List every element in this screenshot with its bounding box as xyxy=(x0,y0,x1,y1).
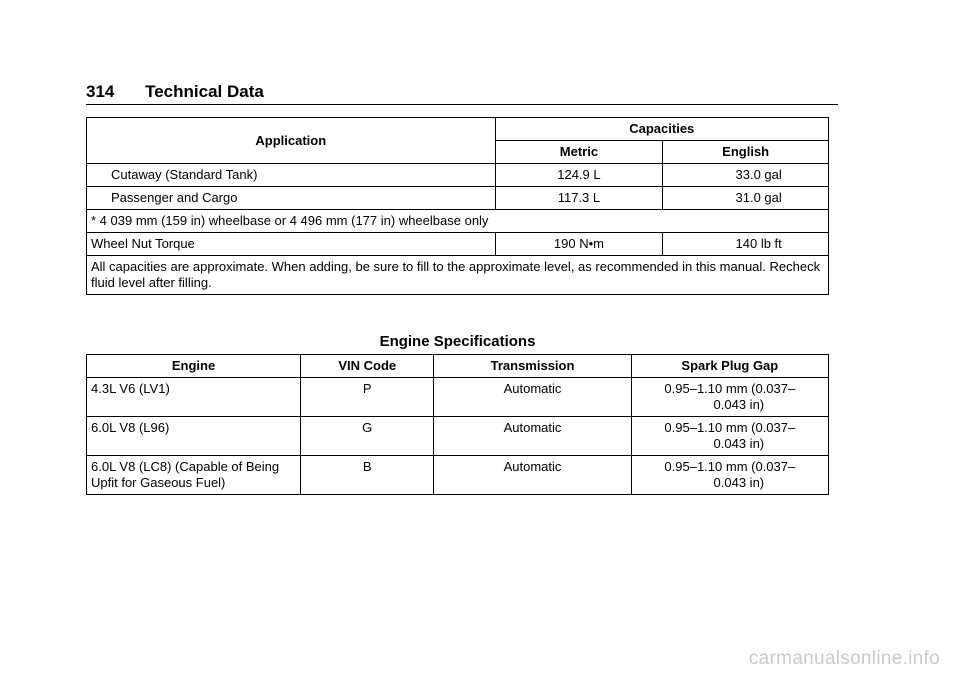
gap-line: 0.95–1.10 mm (0.037– xyxy=(664,420,796,435)
cell-spark-plug-gap xyxy=(631,417,828,456)
table-row xyxy=(87,187,829,210)
header-english: English xyxy=(663,141,829,164)
gap-line: 0.95–1.10 mm (0.037– xyxy=(664,459,796,474)
cell-spark-plug-gap xyxy=(631,456,828,495)
cell-engine: 4.3L V6 (LV1) xyxy=(87,378,301,417)
table-row xyxy=(87,210,829,233)
gap-line: 0.95–1.10 mm (0.037– xyxy=(664,381,796,396)
header-spark-plug-gap: Spark Plug Gap xyxy=(631,355,828,378)
cell-spark-plug-gap xyxy=(631,378,828,417)
page-header xyxy=(86,82,838,105)
wheelbase-note: * 4 039 mm (159 in) wheelbase or 4 496 mm (177 in) wheelbase only xyxy=(87,210,829,233)
cell-vin: G xyxy=(301,417,434,456)
table-row xyxy=(87,417,829,456)
engine-specs-table xyxy=(86,354,829,495)
table-row xyxy=(87,233,829,256)
header-capacities: Capacities xyxy=(495,118,828,141)
gap-line: 0.043 in) xyxy=(713,397,765,412)
cell-application: Passenger and Cargo xyxy=(87,187,496,210)
cell-transmission: Automatic xyxy=(434,417,631,456)
cell-vin: P xyxy=(301,378,434,417)
cell-metric: 124.9 L xyxy=(495,164,663,187)
header-engine: Engine xyxy=(87,355,301,378)
cell-application: Wheel Nut Torque xyxy=(87,233,496,256)
cell-metric: 190 N•m xyxy=(495,233,663,256)
cell-transmission: Automatic xyxy=(434,456,631,495)
header-transmission: Transmission xyxy=(434,355,631,378)
cell-metric: 117.3 L xyxy=(495,187,663,210)
table-row xyxy=(87,456,829,495)
header-metric: Metric xyxy=(495,141,663,164)
cell-engine: 6.0L V8 (L96) xyxy=(87,417,301,456)
table-row xyxy=(87,378,829,417)
table-header-row xyxy=(87,118,829,141)
engine-specs-title: Engine Specifications xyxy=(379,333,536,350)
cell-transmission: Automatic xyxy=(434,378,631,417)
cell-application: Cutaway (Standard Tank) xyxy=(87,164,496,187)
gap-line: 0.043 in) xyxy=(713,436,765,451)
header-vin-code: VIN Code xyxy=(301,355,434,378)
cell-english: 140 lb ft xyxy=(663,233,829,256)
cell-vin: B xyxy=(301,456,434,495)
table-row xyxy=(87,256,829,295)
header-application: Application xyxy=(87,118,496,164)
table-row xyxy=(87,164,829,187)
watermark: carmanualsonline.info xyxy=(748,648,940,669)
cell-english: 33.0 gal xyxy=(663,164,829,187)
page-number: 314 xyxy=(86,82,115,101)
cell-engine: 6.0L V8 (LC8) (Capable of Being Upfit for Gaseous Fuel) xyxy=(87,456,301,495)
section-title: Technical Data xyxy=(145,82,264,101)
capacities-table xyxy=(86,117,829,295)
gap-line: 0.043 in) xyxy=(713,475,765,490)
capacities-footer-note: All capacities are approximate. When adding, be sure to fill to the approximate level, as recommended in this manual. Recheck fluid level after filling. xyxy=(87,256,829,295)
table-header-row xyxy=(87,355,829,378)
cell-english: 31.0 gal xyxy=(663,187,829,210)
